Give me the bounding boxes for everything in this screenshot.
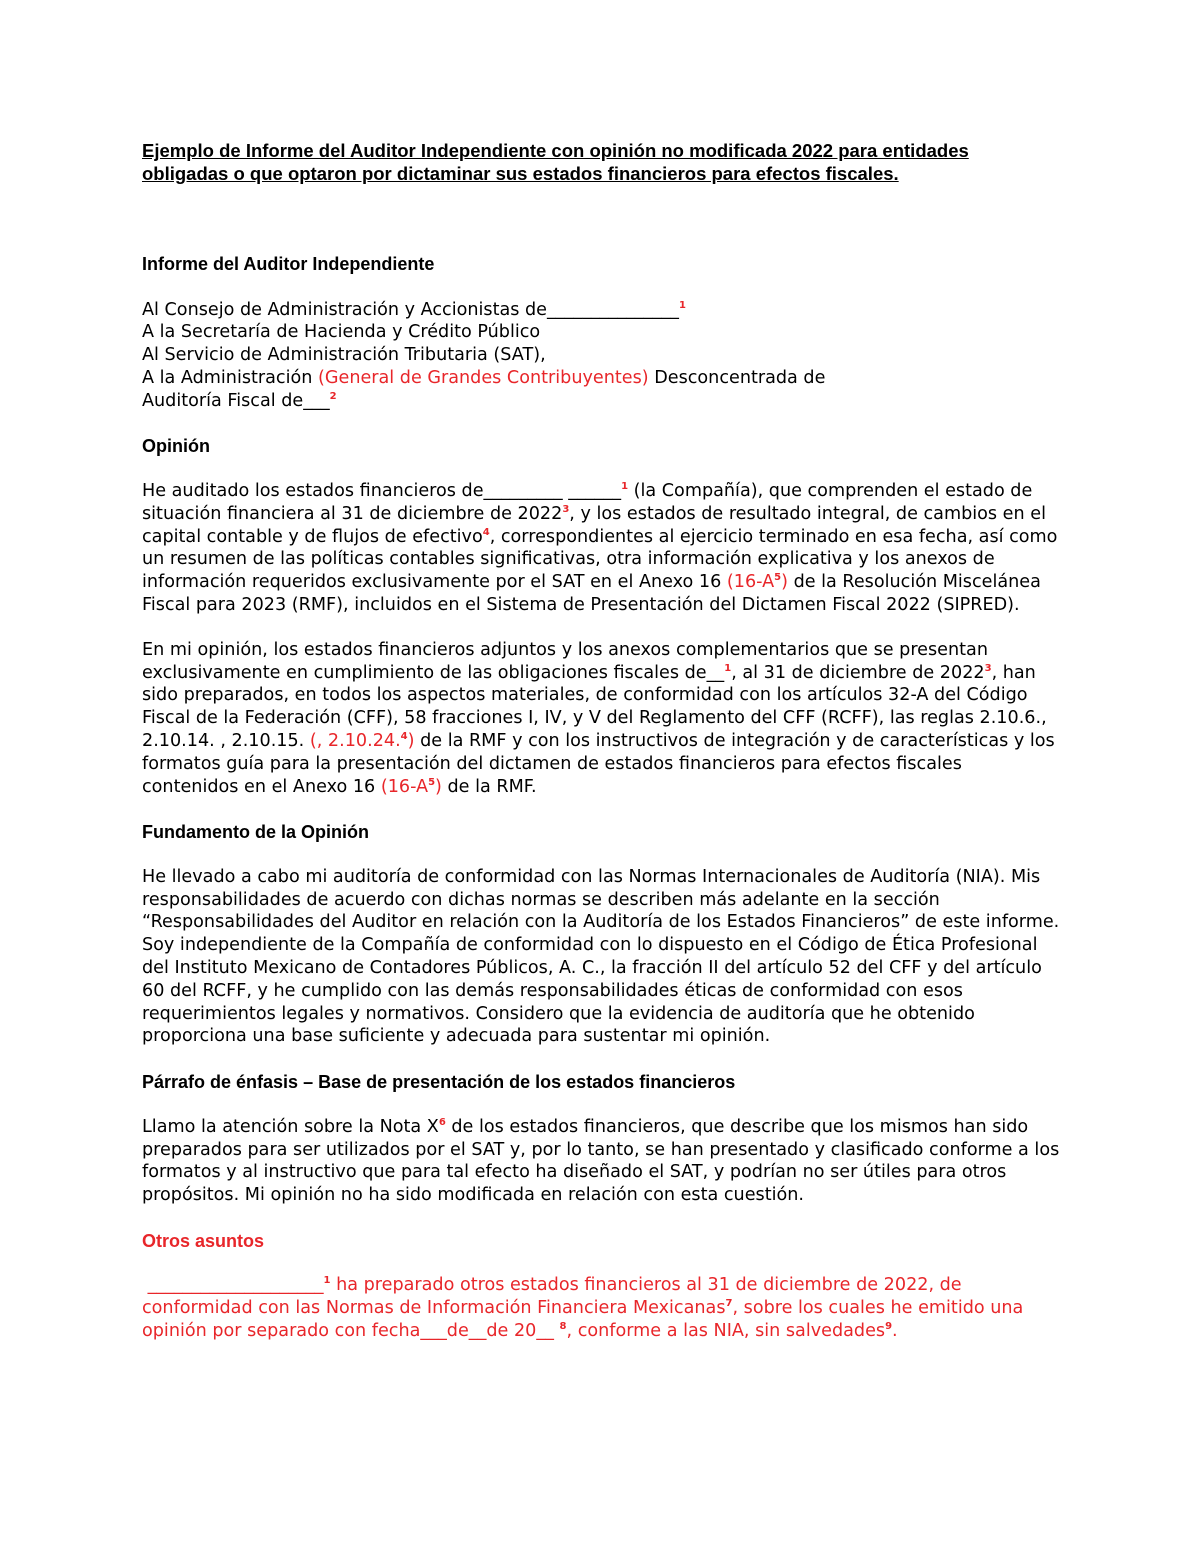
opinion-paragraph-1: He auditado los estados financieros de_________ ______$^1$ (la Compañía), que comprenden el estado de situación financiera al 31 de diciembre de 2022$^3$, y los estados de resultado integral, de cambios en el capital contable y de flujos de efectivo$^4$, correspondientes al ejercicio terminado en esa fecha, así como un resumen de las políticas contables significativas, otra información explicativa y los anexos de información requeridos exclusivamente por el SAT en el Anexo 16 $(16-A^5)$ de la Resolución Miscelánea Fiscal para 2023 (RMF), incluidos en el Sistema de Presentación del Dictamen Fiscal 2022 (SIPRED). — [142, 480, 1058, 615]
basis-paragraph: He llevado a cabo mi auditoría de conformidad con las Normas Internacionales de Auditoría (NIA). Mis responsabilidades de acuerdo con dichas normas se describen más adelante en la sección “Responsabilidades del Auditor en relación con la Auditoría de los Estados Financieros” de este informe. Soy independiente de la Compañía de conformidad con lo dispuesto en el Código de Ética Profesional del Instituto Mexicano de Contadores Públicos, A. C., la fracción II del artículo 52 del CFF y del artículo 60 del RCFF, y he cumplido con las demás responsabilidades éticas de conformidad con esos requerimientos legales y normativos. Considero que la evidencia de auditoría que he obtenido proporciona una base suficiente y adecuada para sustentar mi opinión. — [142, 866, 1060, 1047]
footnote-ref: 1 — [678, 299, 686, 311]
opinion-paragraph-2: En mi opinión, los estados financieros adjuntos y los anexos complementarios que se presentan exclusivamente en cumplimiento de las obligaciones fiscales de__$^1$, al 31 de diciembre de 2022$^3$, han sido preparados, en todos los aspectos materiales, de conformidad con los artículos 32-A del Código Fiscal de la Federación (CFF), 58 fracciones I, IV, y V del Reglamento del CFF (RCFF), las reglas 2.10.6., 2.10.14. , 2.10.15. (, 2.10.24.$^4$) de la RMF y con los instructivos de integración y de características y los formatos guía para la presentación del dictamen de estados financieros para efectos fiscales contenidos en el Anexo 16 $(16-A^5)$ de la RMF. — [142, 639, 1055, 797]
report-heading: Informe del Auditor Independiente — [142, 254, 435, 274]
title-line-1: Ejemplo de Informe del Auditor Independiente con opinión no modificada 2022 para entidades — [142, 140, 969, 161]
emphasis-paragraph: Llamo la atención sobre la Nota $X^6$ de los estados financieros, que describe que los mismos han sido preparados para ser utilizados por el SAT y, por lo tanto, se han presentado y clasificado conforme a los formatos y al instructivo que para tal efecto ha diseñado el SAT, y podrían no ser útiles para otros propósitos. Mi opinión no ha sido modificada en relación con esta cuestión. — [142, 1116, 1060, 1206]
title-line-2: obligadas o que optaron por dictaminar sus estados financieros para efectos fiscales. — [142, 162, 899, 184]
addressee-block: Al Consejo de Administración y Accionistas de_______________$^1$ A la Secretaría de Hacienda y Crédito Público Al Servicio de Administración Tributaria (SAT), A la Administración (General de Grandes Contribuyentes) Desconcentrada de Auditoría Fiscal de___$^2$ — [142, 299, 826, 411]
footnote-ref: 2 — [329, 390, 337, 402]
other-matters-paragraph: ____________________$^1$ ha preparado otros estados financieros al 31 de diciembre de 2022, de conformidad con las Normas de Información Financiera Mexicanas$^7$, sobre los cuales he emitido una opinión por separado con fecha___de__de 20__ $^8$, conforme a las NIA, sin salvedades$^9$. — [142, 1275, 1024, 1341]
document-title — [142, 140, 1062, 185]
section-heading-emphasis: Párrafo de énfasis – Base de presentación de los estados financieros — [142, 1072, 736, 1093]
section-heading-opinion: Opinión — [142, 436, 210, 457]
section-heading-basis: Fundamento de la Opinión — [142, 822, 369, 843]
document-page — [142, 140, 1062, 1343]
section-heading-other-matters: Otros asuntos — [142, 1230, 265, 1251]
